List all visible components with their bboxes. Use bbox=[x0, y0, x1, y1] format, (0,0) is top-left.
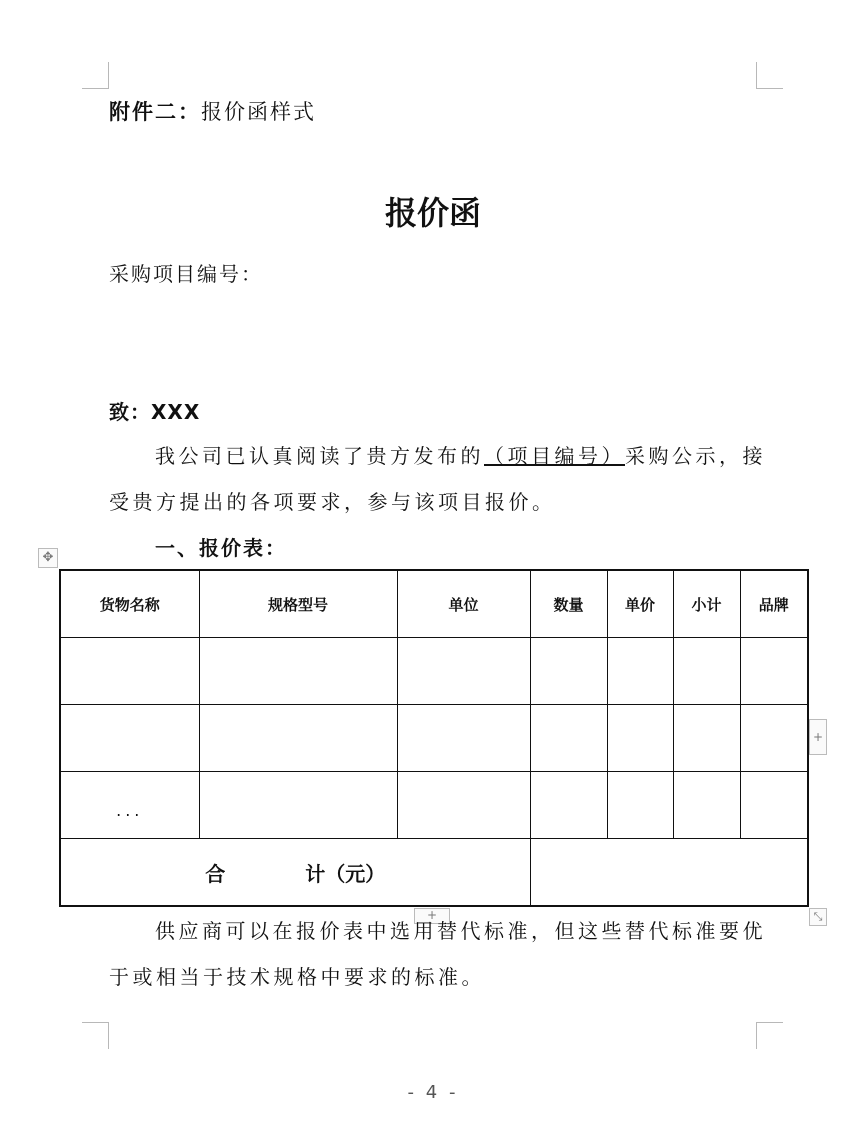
attachment-label: 附件二： bbox=[109, 100, 201, 124]
table-cell[interactable] bbox=[397, 705, 530, 772]
margin-corner-top-right bbox=[756, 62, 783, 89]
header-goods-name: 货物名称 bbox=[60, 570, 199, 638]
table-cell[interactable] bbox=[397, 772, 530, 839]
table-cell[interactable] bbox=[607, 772, 673, 839]
table-cell[interactable] bbox=[530, 772, 607, 839]
table-resize-icon[interactable]: ⤡ bbox=[809, 908, 827, 926]
paragraph-intro-before: 我公司已认真阅读了贵方发布的 bbox=[155, 444, 484, 468]
table-row bbox=[60, 772, 808, 839]
paragraph-substitute-line2: 于或相当于技术规格中要求的标准。 bbox=[109, 965, 485, 989]
margin-corner-top-left bbox=[82, 62, 109, 89]
table-cell[interactable] bbox=[60, 772, 199, 839]
header-unit: 单位 bbox=[397, 570, 530, 638]
table-cell[interactable] bbox=[397, 638, 530, 705]
ellipsis-text: ... bbox=[116, 800, 144, 820]
table-total-row bbox=[60, 839, 808, 907]
table-row bbox=[60, 638, 808, 705]
recipient-line: 致：XXX bbox=[109, 400, 201, 424]
header-spec-model: 规格型号 bbox=[199, 570, 397, 638]
margin-corner-bottom-left bbox=[82, 1022, 109, 1049]
add-row-plus-icon[interactable]: + bbox=[414, 908, 450, 924]
project-number-placeholder: （项目编号） bbox=[484, 444, 625, 468]
table-cell[interactable] bbox=[60, 638, 199, 705]
paragraph-substitute-line1: 供应商可以在报价表中选用替代标准，但这些替代标准要优 bbox=[155, 919, 766, 943]
table-cell[interactable] bbox=[607, 638, 673, 705]
table-cell[interactable] bbox=[673, 638, 740, 705]
table-cell[interactable] bbox=[199, 638, 397, 705]
table-header-row bbox=[60, 570, 808, 638]
margin-corner-bottom-right bbox=[756, 1022, 783, 1049]
quote-table bbox=[59, 569, 809, 907]
table-cell[interactable] bbox=[199, 772, 397, 839]
project-number-label: 采购项目编号： bbox=[109, 262, 263, 286]
table-cell[interactable] bbox=[740, 638, 808, 705]
table-cell[interactable] bbox=[740, 705, 808, 772]
total-label-part2: 计（元） bbox=[305, 861, 386, 886]
add-column-plus-icon[interactable]: + bbox=[809, 719, 827, 755]
total-label bbox=[205, 862, 385, 886]
table-cell[interactable] bbox=[199, 705, 397, 772]
header-subtotal: 小计 bbox=[673, 570, 740, 638]
total-value-cell[interactable] bbox=[530, 839, 808, 907]
header-brand: 品牌 bbox=[740, 570, 808, 638]
document-title: 报价函 bbox=[384, 194, 481, 232]
total-label-cell[interactable] bbox=[60, 839, 530, 907]
paragraph-intro-line1 bbox=[109, 440, 766, 469]
total-label-part1: 合 bbox=[205, 861, 226, 886]
header-unit-price: 单价 bbox=[607, 570, 673, 638]
paragraph-intro-after: 采购公示，接 bbox=[625, 444, 766, 468]
header-quantity: 数量 bbox=[530, 570, 607, 638]
section-heading-quote-table: 一、报价表： bbox=[155, 536, 287, 560]
attachment-heading bbox=[109, 96, 316, 126]
table-cell[interactable] bbox=[530, 705, 607, 772]
paragraph-intro-line2: 受贵方提出的各项要求，参与该项目报价。 bbox=[109, 490, 556, 514]
attachment-title: 报价函样式 bbox=[201, 100, 316, 124]
table-cell[interactable] bbox=[740, 772, 808, 839]
page-number: - 4 - bbox=[407, 1082, 459, 1103]
table-row bbox=[60, 705, 808, 772]
table-cell[interactable] bbox=[60, 705, 199, 772]
table-move-icon[interactable]: ✥ bbox=[38, 548, 58, 568]
table-cell[interactable] bbox=[673, 705, 740, 772]
table-cell[interactable] bbox=[607, 705, 673, 772]
table-cell[interactable] bbox=[530, 638, 607, 705]
table-cell[interactable] bbox=[673, 772, 740, 839]
